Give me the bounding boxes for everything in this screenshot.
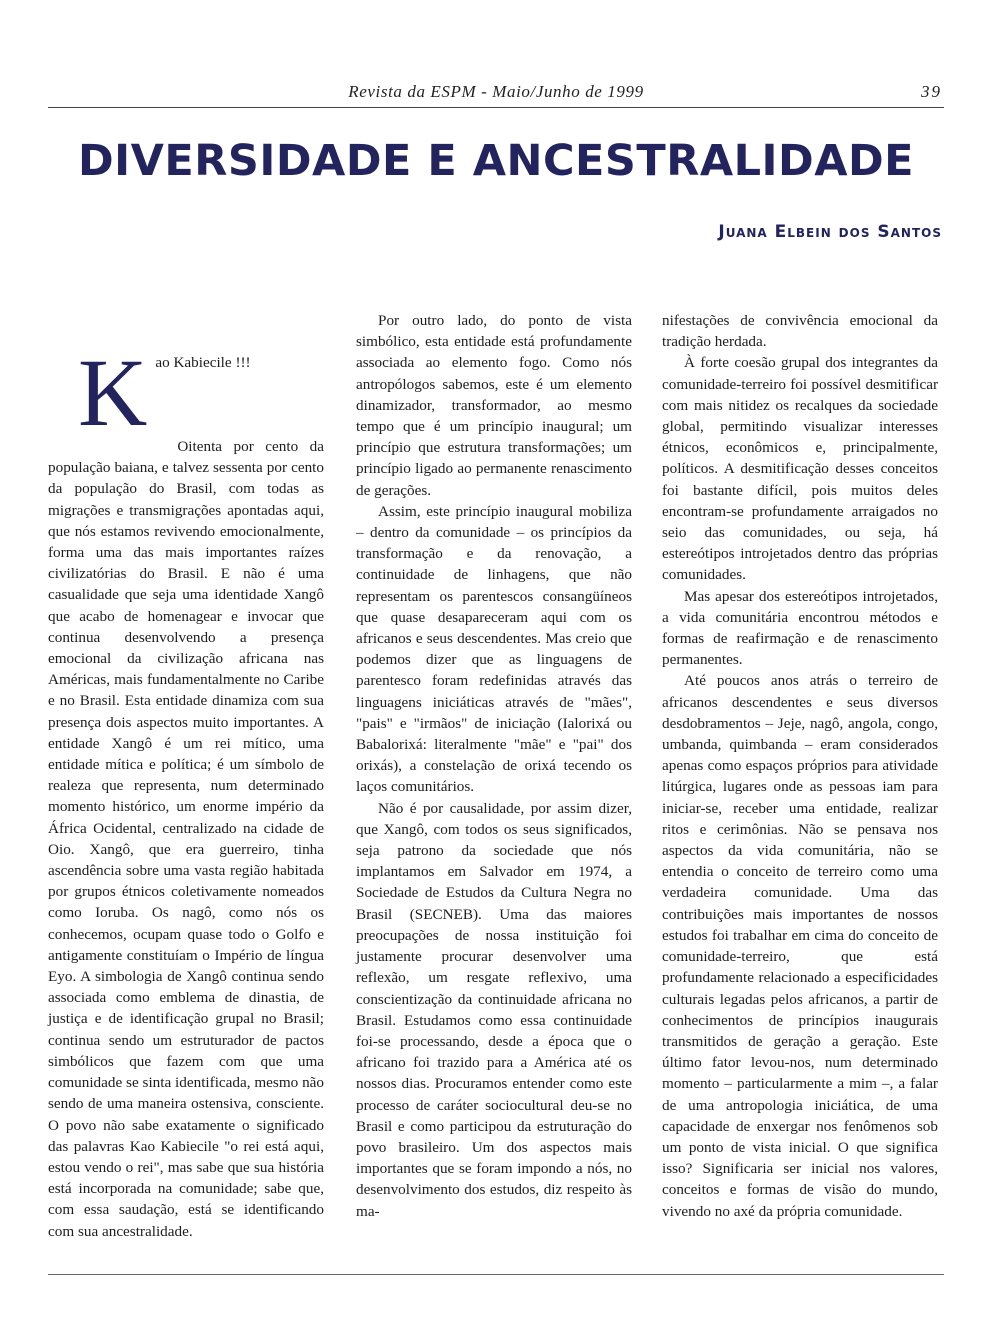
body-paragraph: Por outro lado, do ponto de vista simbólico, esta entidade está profundamente associada ao elemento fogo. Como nós antropólogos sabemos, este é um elemento dinamizador, transformador, ao mesmo tempo que é um princípio inaugural; um princípio que estrutura transformações; um princípio ligado ao permanente renascimento de gerações. <box>356 312 632 499</box>
running-head <box>48 82 944 106</box>
footer-divider <box>48 1274 944 1275</box>
body-paragraph-continued: nifestações de convivência emocional da tradição herdada. <box>662 312 938 351</box>
body-paragraph: Até poucos anos atrás o terreiro de africanos descendentes e seus diversos desdobramentos – Jeje, nagô, angola, congo, umbanda, quimbanda – eram considerados apenas como espaços próprios para atividade litúrgica, lugares onde as pessoas iam para iniciar-se, receber uma entidade, realizar ritos e cerimônias. Não se pensava nos aspectos da vida comunitária, não se entendia o conceito de terreiro como uma verdadeira comunidade. Uma das contribuições mais importantes de nossos estudos foi trabalhar em cima do conceito de comunidade-terreiro, que está profundamente relacionado a especificidades culturais legadas pelos africanos, a partir de conhecimentos de princípios inaugurais transmitidos de geração a geração. Este último fator levou-nos, num determinado momento – particularmente a mim –, a falar de uma antropologia iniciática, de uma capacidade de enxergar nos fenômenos sob um ponto de vista inicial. O que significa isso? Significaria ser inicial nos valores, conceitos e formas de visão do mundo, vivendo no axé da própria comunidade. <box>662 672 938 1220</box>
body-paragraph: Mas apesar dos estereótipos introjetados, a vida comunitária encontrou métodos e formas de reafirmação e de renascimento permanentes. <box>662 587 938 669</box>
article-author: Juana Elbein dos Santos <box>718 222 942 242</box>
text-column-1 <box>48 339 324 1242</box>
article-title: DIVERSIDADE E ANCESTRALIDADE <box>77 136 915 186</box>
body-paragraph: Não é por causalidade, por assim dizer, que Xangô, com todos os seus significados, seja patrono da sociedade que nós implantamos em Salvador em 1974, a Sociedade de Estudos da Cultura Negra no Brasil (SECNEB). Uma das maiores preocupações de nossa instituição foi justamente procurar desenvolver uma reflexão, um resgate reflexivo, uma conscientização da continuidade africana no Brasil. Estudamos como essa continuidade foi-se processando, desde a época que o africano foi trazido para a América até os nossos dias. Procuramos entender como este processo de caráter sociocultural deu-se no Brasil e como participou da estruturação do povo brasileiro. Um dos aspectos mais importantes que se foram impondo a nós, no desenvolvimento dos estudos, diz respeito às ma- <box>356 799 632 1220</box>
body-paragraph: Assim, este princípio inaugural mobiliza – dentro da comunidade – os princípios da transformação e da renovação, a continuidade de linhagens, que não representam os parentescos consangüíneos que quase desapareceram aqui com os africanos e seus descendentes. Mas creio que podemos dizer que as linguagens de parentesco foram redefinidas através das linguagens iniciáticas através de "mães", "pais" e "irmãos" de iniciação (Ialorixá ou Babalorixá: literalmente "mãe" e "pai" dos orixás), a constelação de orixá tecendo os laços comunitários. <box>356 502 632 796</box>
drop-cap: K <box>78 339 148 446</box>
text-column-3 <box>662 310 938 1222</box>
opening-block <box>48 339 324 446</box>
opening-line: ao Kabiecile !!! <box>155 354 251 371</box>
header-divider <box>48 107 944 108</box>
body-paragraph: À forte coesão grupal dos integrantes da comunidade-terreiro foi possível desmitificar com mais nitidez os recalques da sociedade global, permitindo visualizar interesses étnicos, econômicos e, principalmente, políticos. A desmitificação desses conceitos foi bastante difícil, pois muitos deles encontram-se profundamente arraigados no seio das comunidades, ou seja, há estereótipos introjetados dentro das próprias comunidades. <box>662 354 938 584</box>
body-paragraph: Oitenta por cento da população baiana, e talvez sessenta por cento da população do Brasil, com todas as migrações e transmigrações apontadas aqui, que nós estamos revivendo emocionalmente, forma uma das mais importantes raízes civilizatórias do Brasil. E não é uma casualidade que seja uma identidade Xangô que acabo de homenagear e invocar que continua desenvolvendo a presença emocional da civilização africana nas Américas, mais fundamentalmente no Caribe e no Brasil. Esta entidade dinamiza com sua presença dois aspectos muito importantes. A entidade Xangô é um rei mítico, uma entidade mítica e política; é um símbolo de realeza que representa, num determinado momento histórico, um enorme império da África Ocidental, centralizado na cidade de Oio. Xangô, que era guerreiro, tinha ascendência sobre uma vasta região habitada por grupos étnicos coletivamente nomeados como Ioruba. Os nagô, como nós os conhecemos, ocupam quase todo o Golfo e antigamente constituíam o Império de língua Eyo. A simbologia de Xangô continua sendo associada como emblema de dinastia, de justiça e de identificação grupal no Brasil; continua sendo um estruturador de pactos simbólicos que fazem com que uma comunidade se sinta identificada, mesmo não sendo de uma maneira ostensiva, consciente. O povo não sabe exatamente o significado das palavras Kao Kabiecile "o rei está aqui, estou vendo o rei", mas sabe que sua história está incorporada na comunidade; sabe que, com essa saudação, está se identificando com sua ancestralidade. <box>48 438 324 1240</box>
page-number: 39 <box>921 82 942 101</box>
text-column-2 <box>356 310 632 1222</box>
journal-issue-title: Revista da ESPM - Maio/Junho de 1999 <box>348 82 644 101</box>
